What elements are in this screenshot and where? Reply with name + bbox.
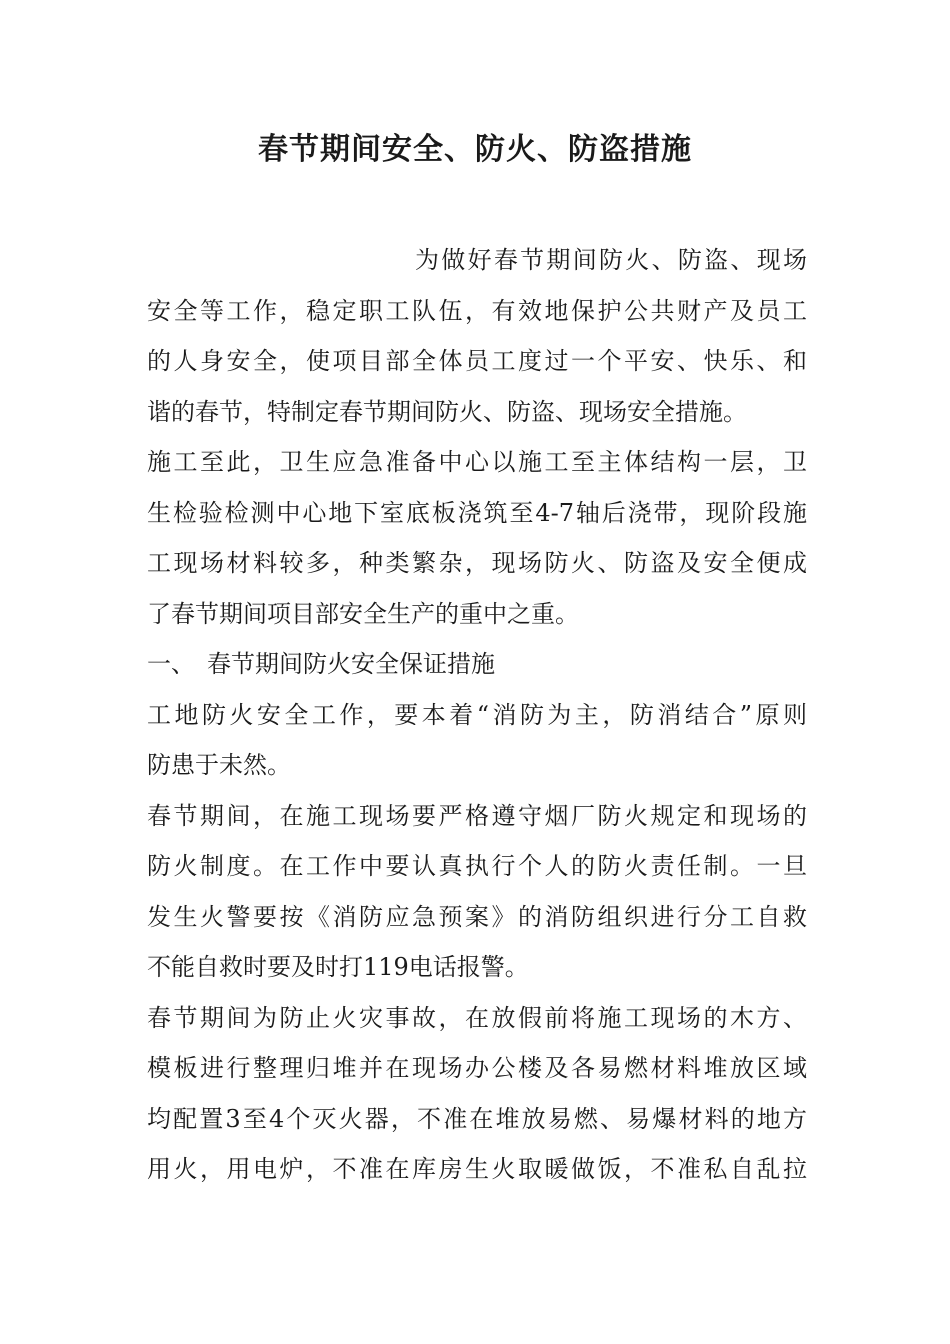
body-line: 的人身安全，使项目部全体员工度过一个平安、快乐、和 [147,347,807,375]
body-line: 谐的春节，特制定春节期间防火、防盗、现场安全措施。 [147,397,747,426]
body-line: 了春节期间项目部安全生产的重中之重。 [147,599,579,628]
body-line: 安全等工作，稳定职工队伍，有效地保护公共财产及员工 [147,296,807,325]
body-line: 春节期间，在施工现场要严格遵守烟厂防火规定和现场的 [147,801,807,830]
body-line: 工地防火安全工作，要本着“消防为主，防消结合”原则 [147,700,807,729]
body-line: 防患于未然。 [147,751,291,779]
body-line: 春节期间为防止火灾事故，在放假前将施工现场的木方、 [147,1003,807,1032]
body-line: 不能自救时要及时打119电话报警。 [147,953,529,981]
body-line: 模板进行整理归堆并在现场办公楼及各易燃材料堆放区域 [147,1054,807,1082]
body-line: 用火，用电炉，不准在库房生火取暖做饭，不准私自乱拉 [147,1155,807,1183]
document-body [147,235,807,1195]
body-line: 防火制度。在工作中要认真执行个人的防火责任制。一旦 [147,852,807,880]
section-heading: 一、 春节期间防火安全保证措施 [147,650,495,678]
body-line: 为做好春节期间防火、防盗、现场 [415,246,807,274]
body-line: 施工至此，卫生应急准备中心以施工至主体结构一层，卫 [147,448,807,476]
body-line: 均配置3至4个灭火器，不准在堆放易燃、易爆材料的地方 [147,1104,807,1133]
document-title: 春节期间安全、防火、防盗措施 [258,132,692,167]
body-line: 发生火警要按《消防应急预案》的消防组织进行分工自救 [147,902,807,931]
body-line: 工现场材料较多，种类繁杂，现场防火、防盗及安全便成 [147,549,807,577]
body-line: 生检验检测中心地下室底板浇筑至4-7轴后浇带，现阶段施 [147,498,807,527]
